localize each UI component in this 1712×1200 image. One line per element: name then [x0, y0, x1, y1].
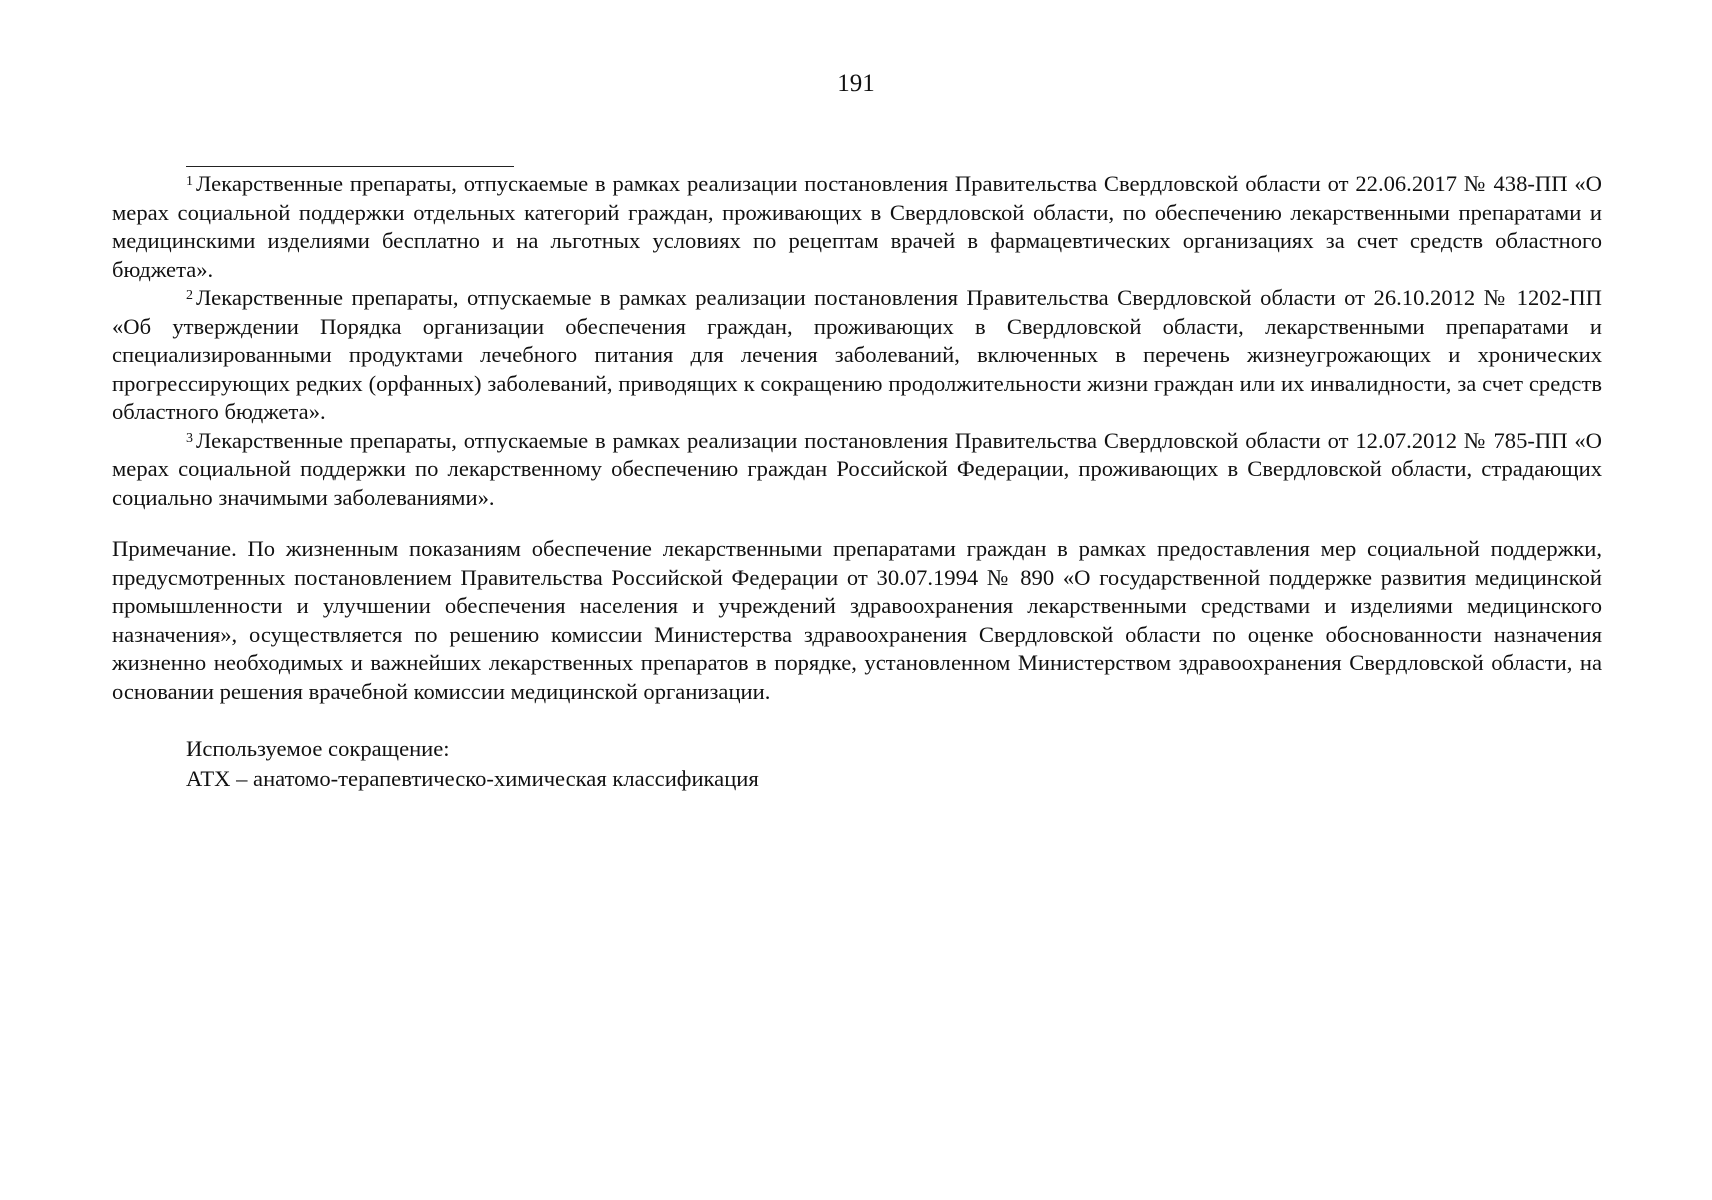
- footnote-marker: 3: [186, 430, 193, 446]
- footnote-marker: 2: [186, 288, 193, 303]
- footnote-marker: 1: [186, 174, 193, 189]
- footnote-3: [112, 427, 1602, 513]
- abbreviations-heading: Используемое сокращение:: [186, 736, 450, 761]
- page-number: 191: [837, 70, 875, 97]
- footnotes-section: [112, 170, 1602, 512]
- footnote-separator: [186, 166, 514, 167]
- footnote-text: Лекарственные препараты, отпускаемые в рамках реализации постановления Правительства Свердловской области от 22.06.2017 № 438-ПП «О мерах социальной поддержки отдельных категорий граждан, проживающих в Свердловской области, по обеспечению лекарственными препаратами и медицинскими изделиями бесплатно и на льготных условиях по рецептам врачей в фармацевтических организациях за счет средств областного бюджета».: [112, 171, 1602, 282]
- footnote-2: [112, 284, 1602, 427]
- footnote-1: [112, 170, 1602, 284]
- footnote-text: Лекарственные препараты, отпускаемые в рамках реализации постановления Правительства Свердловской области от 26.10.2012 № 1202-ПП «Об утверждении Порядка организации обеспечения граждан, проживающих в Свердловской области, лекарственными препаратами и специализированными продуктами лечебного питания для лечения заболеваний, включенных в перечень жизнеугрожающих и хронических прогрессирующих редких (орфанных) заболеваний, приводящих к сокращению продолжительности жизни граждан или их инвалидности, за счет средств областного бюджета».: [112, 285, 1602, 424]
- footnote-paragraph: [112, 284, 1602, 427]
- footnote-paragraph: [112, 170, 1602, 284]
- footnote-text: Лекарственные препараты, отпускаемые в рамках реализации постановления Правительства Свердловской области от 12.07.2012 № 785-ПП «О мерах социальной поддержки по лекарственному обеспечению граждан Российской Федерации, проживающих в Свердловской области, страдающих социально значимыми заболеваниями».: [112, 427, 1602, 510]
- note-section: [112, 535, 1602, 706]
- note-paragraph: Примечание. По жизненным показаниям обеспечение лекарственными препаратами граждан в рамках предоставления мер социальной поддержки, предусмотренных постановлением Правительства Российской Федерации от 30.07.1994 № 890 «О государственной поддержке развития медицинской промышленности и улучшении обеспечения населения и учреждений здравоохранения лекарственными средствами и изделиями медицинского назначения», осуществляется по решению комиссии Министерства здравоохранения Свердловской области по оценке обоснованности назначения жизненно необходимых и важнейших лекарственных препаратов в порядке, установленном Министерством здравоохранения Свердловской области, на основании решения врачебной комиссии медицинской организации.: [112, 536, 1602, 704]
- footnote-paragraph: [112, 427, 1602, 513]
- abbreviations-section: [186, 734, 1486, 794]
- abbreviation-item: АТХ – анатомо-терапевтическо-химическая классификация: [186, 766, 759, 791]
